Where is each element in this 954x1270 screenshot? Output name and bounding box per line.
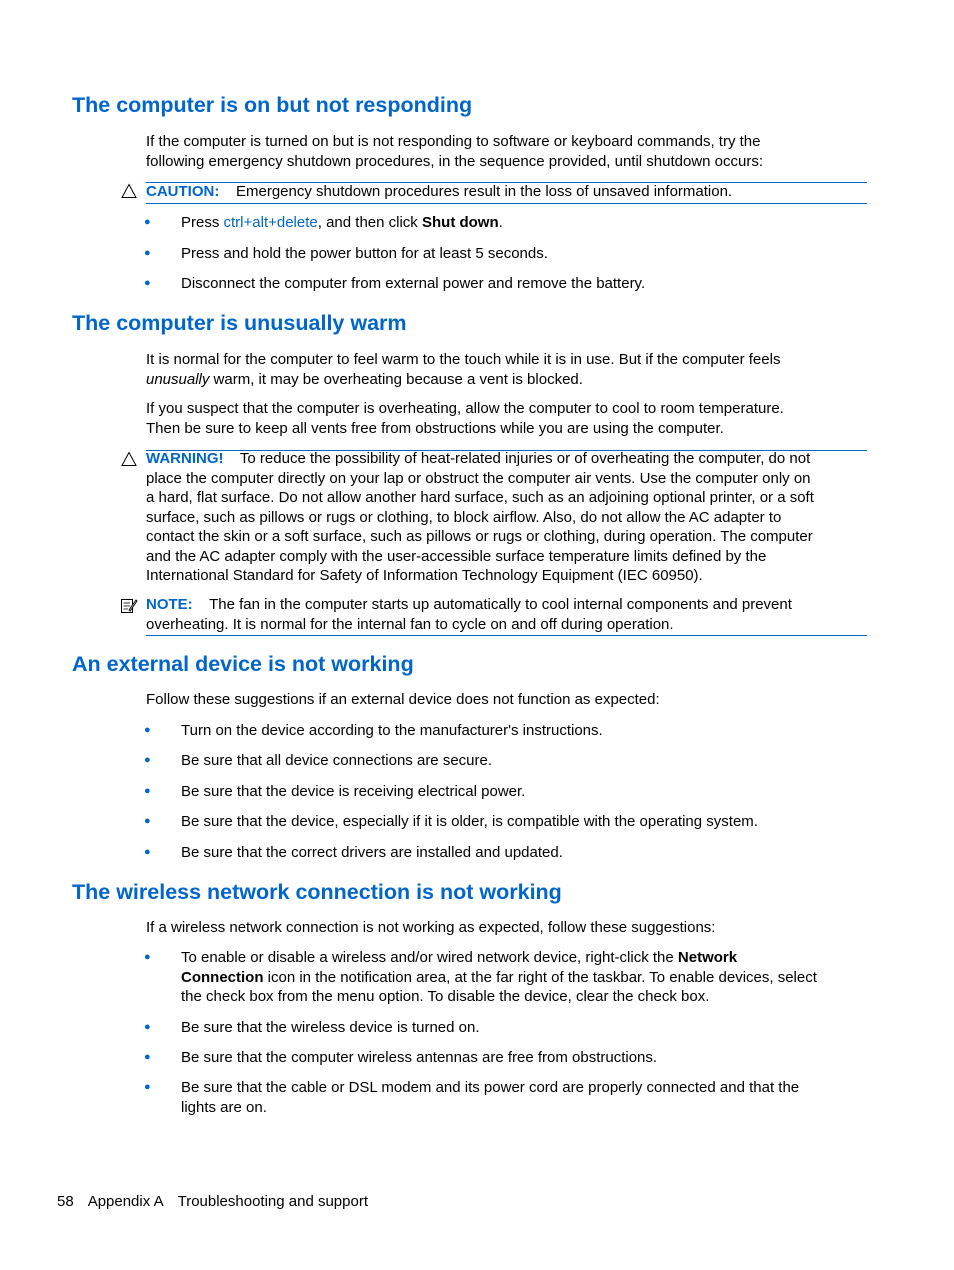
list-item: Disconnect the computer from external power and remove the battery.: [181, 275, 646, 292]
bullet-glyph: ●: [144, 951, 151, 963]
note-label: NOTE:: [146, 596, 193, 613]
bullet-glyph: ●: [144, 1081, 151, 1093]
bullet-glyph: ●: [144, 216, 151, 228]
note-pencil-icon: [120, 597, 138, 615]
bullet-glyph: ●: [144, 277, 151, 289]
list-item: Be sure that the device is receiving electrical power.: [181, 783, 526, 800]
list-item: Be sure that the device, especially if it is older, is compatible with the operating system.: [181, 813, 758, 830]
intro-wireless: If a wireless network connection is not working as expected, follow these suggestions:: [146, 919, 716, 936]
list-item: To enable or disable a wireless and/or wired network device, right-click the Network Connection icon in the notification area, at the far right of the taskbar. To enable devices, select the check box from the menu option. To disable the device, clear the check box.: [181, 949, 817, 1005]
caution-bottom-rule: [146, 203, 867, 204]
intro-external-device: Follow these suggestions if an external device does not function as expected:: [146, 691, 660, 708]
caution-box: [146, 182, 846, 202]
list-item: Press ctrl+alt+delete, and then click Shut down.: [181, 214, 503, 231]
footer-chapter-title: Troubleshooting and support: [177, 1193, 369, 1210]
warning-triangle-icon: [121, 451, 137, 467]
page-number: 58: [57, 1193, 74, 1210]
caution-triangle-icon: [121, 183, 137, 199]
bullet-glyph: ●: [144, 846, 151, 858]
warning-label: WARNING!: [146, 450, 224, 467]
ctrl-alt-delete-link[interactable]: ctrl+alt+delete: [223, 214, 318, 231]
bullet-glyph: ●: [144, 1051, 151, 1063]
paragraph-warm-1: It is normal for the computer to feel warm to the touch while it is in use. But if the computer feels unusually warm, it may be overheating because a vent is blocked.: [146, 351, 781, 388]
list-item: Be sure that all device connections are secure.: [181, 752, 493, 769]
caution-label: CAUTION:: [146, 183, 220, 200]
list-item: Be sure that the computer wireless antennas are free from obstructions.: [181, 1049, 658, 1066]
warning-box: WARNING! To reduce the possibility of heat-related injuries or of overheating the computer, do not place the computer directly on your lap or obstruct the computer air vents. Use the computer only on a hard, flat surface. Do not allow another hard surface, such as an adjoining optional printer, or a soft surface, such as pillows or rugs or clothing, to block airflow. Also, do not allow the AC adapter to contact the skin or a soft surface, such as pillows or rugs or clothing, during operation. The computer and the AC adapter comply with the user-accessible surface temperature limits defined by the International Standard for Safety of Information Technology Equipment (IEC 60950).: [146, 450, 814, 584]
bullet-glyph: ●: [144, 247, 151, 259]
heading-not-responding: The computer is on but not responding: [72, 93, 473, 117]
caution-text: Emergency shutdown procedures result in the loss of unsaved information.: [236, 183, 733, 200]
heading-unusually-warm: The computer is unusually warm: [72, 311, 407, 335]
bullet-glyph: ●: [144, 1021, 151, 1033]
bullet-glyph: ●: [144, 785, 151, 797]
page-footer: [57, 1192, 368, 1211]
list-item: Be sure that the wireless device is turned on.: [181, 1019, 480, 1036]
bullet-glyph: ●: [144, 754, 151, 766]
heading-external-device: An external device is not working: [72, 652, 414, 676]
paragraph-warm-2: If you suspect that the computer is overheating, allow the computer to cool to room temperature. Then be sure to keep all vents free from obstructions while you are using the computer.: [146, 400, 784, 437]
list-item: Be sure that the correct drivers are installed and updated.: [181, 844, 563, 861]
footer-chapter: Appendix A: [87, 1193, 164, 1210]
heading-wireless: The wireless network connection is not working: [72, 880, 562, 904]
note-box: NOTE: The fan in the computer starts up automatically to cool internal components and prevent overheating. It is normal for the internal fan to cycle on and off during operation.: [146, 596, 792, 633]
list-item: Turn on the device according to the manufacturer's instructions.: [181, 722, 603, 739]
note-bottom-rule: [146, 635, 867, 636]
bullet-glyph: ●: [144, 815, 151, 827]
bullet-glyph: ●: [144, 724, 151, 736]
list-item: Press and hold the power button for at least 5 seconds.: [181, 245, 548, 262]
intro-not-responding: If the computer is turned on but is not responding to software or keyboard commands, try the following emergency shutdown procedures, in the sequence provided, until shutdown occurs:: [146, 133, 764, 170]
list-item: Be sure that the cable or DSL modem and its power cord are properly connected and that the lights are on.: [181, 1079, 800, 1116]
